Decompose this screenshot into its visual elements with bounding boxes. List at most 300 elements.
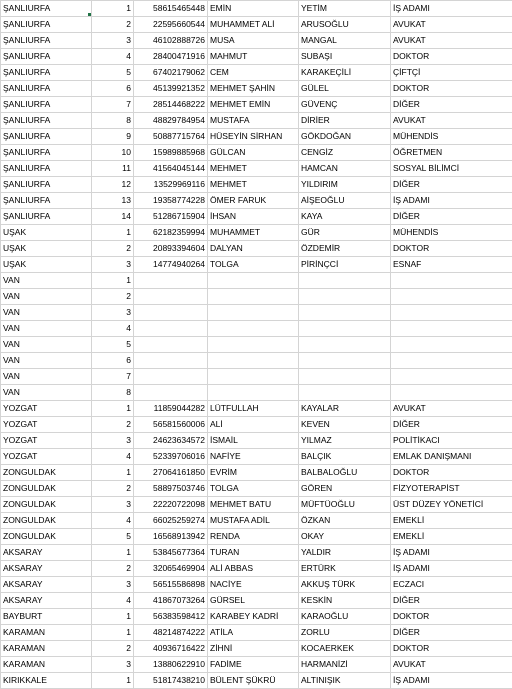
- occupation-cell[interactable]: AVUKAT: [391, 657, 512, 673]
- index-cell[interactable]: 1: [92, 273, 134, 289]
- first-name-cell[interactable]: MEHMET: [208, 177, 299, 193]
- city-cell[interactable]: YOZGAT: [1, 417, 92, 433]
- first-name-cell[interactable]: İSMAİL: [208, 433, 299, 449]
- index-cell[interactable]: 1: [92, 225, 134, 241]
- index-cell[interactable]: 2: [92, 561, 134, 577]
- id-number-cell[interactable]: 53845677364: [134, 545, 208, 561]
- id-number-cell[interactable]: [134, 305, 208, 321]
- table-row: [1, 17, 512, 33]
- occupation-cell[interactable]: [391, 289, 512, 305]
- occupation-cell[interactable]: DİĞER: [391, 593, 512, 609]
- surname-cell[interactable]: BALÇIK: [299, 449, 391, 465]
- occupation-cell[interactable]: DİĞER: [391, 417, 512, 433]
- id-number-cell[interactable]: 45139921352: [134, 81, 208, 97]
- index-cell[interactable]: 8: [92, 385, 134, 401]
- index-cell[interactable]: 3: [92, 33, 134, 49]
- first-name-cell[interactable]: [208, 289, 299, 305]
- id-number-cell[interactable]: 48829784954: [134, 113, 208, 129]
- city-cell[interactable]: VAN: [1, 369, 92, 385]
- index-cell[interactable]: 13: [92, 193, 134, 209]
- index-cell[interactable]: 3: [92, 433, 134, 449]
- table-row: [1, 625, 512, 641]
- city-cell[interactable]: ŞANLIURFA: [1, 177, 92, 193]
- city-cell[interactable]: ŞANLIURFA: [1, 81, 92, 97]
- id-number-cell[interactable]: [134, 289, 208, 305]
- surname-cell[interactable]: ERTÜRK: [299, 561, 391, 577]
- occupation-cell[interactable]: İŞ ADAMI: [391, 673, 512, 689]
- first-name-cell[interactable]: MUSA: [208, 33, 299, 49]
- table-row: [1, 129, 512, 145]
- id-number-cell[interactable]: 66025259274: [134, 513, 208, 529]
- city-cell[interactable]: AKSARAY: [1, 577, 92, 593]
- table-row: [1, 33, 512, 49]
- surname-cell[interactable]: [299, 369, 391, 385]
- first-name-cell[interactable]: İHSAN: [208, 209, 299, 225]
- occupation-cell[interactable]: İŞ ADAMI: [391, 561, 512, 577]
- index-cell[interactable]: 2: [92, 289, 134, 305]
- id-number-cell[interactable]: 51817438210: [134, 673, 208, 689]
- index-cell[interactable]: 2: [92, 417, 134, 433]
- table-row: [1, 609, 512, 625]
- city-cell[interactable]: VAN: [1, 289, 92, 305]
- index-cell[interactable]: 1: [92, 465, 134, 481]
- id-number-cell[interactable]: 56581560006: [134, 417, 208, 433]
- id-number-cell[interactable]: 67402179062: [134, 65, 208, 81]
- index-cell[interactable]: 4: [92, 49, 134, 65]
- id-number-cell[interactable]: 24623634572: [134, 433, 208, 449]
- index-cell[interactable]: 4: [92, 321, 134, 337]
- surname-cell[interactable]: CENGİZ: [299, 145, 391, 161]
- occupation-cell[interactable]: DOKTOR: [391, 49, 512, 65]
- occupation-cell[interactable]: EMEKLİ: [391, 513, 512, 529]
- occupation-cell[interactable]: FİZYOTERAPİST: [391, 481, 512, 497]
- occupation-cell[interactable]: DİĞER: [391, 177, 512, 193]
- id-number-cell[interactable]: 13529969116: [134, 177, 208, 193]
- city-cell[interactable]: ŞANLIURFA: [1, 129, 92, 145]
- id-number-cell[interactable]: [134, 273, 208, 289]
- table-row: [1, 577, 512, 593]
- index-cell[interactable]: 3: [92, 305, 134, 321]
- city-cell[interactable]: KIRIKKALE: [1, 673, 92, 689]
- surname-cell[interactable]: OKAY: [299, 529, 391, 545]
- occupation-cell[interactable]: DOKTOR: [391, 81, 512, 97]
- surname-cell[interactable]: HAMCAN: [299, 161, 391, 177]
- table-row: [1, 1, 512, 17]
- occupation-cell[interactable]: ÖĞRETMEN: [391, 145, 512, 161]
- city-cell[interactable]: ŞANLIURFA: [1, 17, 92, 33]
- city-cell[interactable]: YOZGAT: [1, 449, 92, 465]
- occupation-cell[interactable]: DİĞER: [391, 97, 512, 113]
- table-row: [1, 241, 512, 257]
- first-name-cell[interactable]: MEHMET ŞAHİN: [208, 81, 299, 97]
- surname-cell[interactable]: MÜFTÜOĞLU: [299, 497, 391, 513]
- first-name-cell[interactable]: LÜTFULLAH: [208, 401, 299, 417]
- table-row: [1, 481, 512, 497]
- index-cell[interactable]: 14: [92, 209, 134, 225]
- surname-cell[interactable]: ALTINIŞIK: [299, 673, 391, 689]
- id-number-cell[interactable]: 50887715764: [134, 129, 208, 145]
- occupation-cell[interactable]: [391, 369, 512, 385]
- surname-cell[interactable]: PİRİNÇCİ: [299, 257, 391, 273]
- index-cell[interactable]: 11: [92, 161, 134, 177]
- table-row: [1, 465, 512, 481]
- table-row: [1, 417, 512, 433]
- occupation-cell[interactable]: İŞ ADAMI: [391, 1, 512, 17]
- table-row: [1, 401, 512, 417]
- id-number-cell[interactable]: 32065469904: [134, 561, 208, 577]
- surname-cell[interactable]: DİRİER: [299, 113, 391, 129]
- id-number-cell[interactable]: [134, 337, 208, 353]
- table-row: [1, 673, 512, 689]
- table-row: [1, 593, 512, 609]
- occupation-cell[interactable]: [391, 353, 512, 369]
- first-name-cell[interactable]: ATİLA: [208, 625, 299, 641]
- index-cell[interactable]: 7: [92, 97, 134, 113]
- first-name-cell[interactable]: EMİN: [208, 1, 299, 17]
- table-row: [1, 337, 512, 353]
- city-cell[interactable]: VAN: [1, 337, 92, 353]
- city-cell[interactable]: ZONGULDAK: [1, 465, 92, 481]
- index-cell[interactable]: 1: [92, 609, 134, 625]
- index-cell[interactable]: 3: [92, 497, 134, 513]
- id-number-cell[interactable]: 40936716422: [134, 641, 208, 657]
- occupation-cell[interactable]: DİĞER: [391, 625, 512, 641]
- index-cell[interactable]: 1: [92, 625, 134, 641]
- city-cell[interactable]: ŞANLIURFA: [1, 65, 92, 81]
- city-cell[interactable]: KARAMAN: [1, 641, 92, 657]
- table-row: [1, 529, 512, 545]
- table-row: [1, 161, 512, 177]
- table-row: [1, 353, 512, 369]
- index-cell[interactable]: 1: [92, 1, 134, 17]
- occupation-cell[interactable]: İŞ ADAMI: [391, 193, 512, 209]
- occupation-cell[interactable]: SOSYAL BİLİMCİ: [391, 161, 512, 177]
- surname-cell[interactable]: GÜVENÇ: [299, 97, 391, 113]
- surname-cell[interactable]: [299, 337, 391, 353]
- table-row: [1, 113, 512, 129]
- first-name-cell[interactable]: HÜSEYİN SİRHAN: [208, 129, 299, 145]
- table-row: [1, 545, 512, 561]
- city-cell[interactable]: VAN: [1, 305, 92, 321]
- occupation-cell[interactable]: [391, 385, 512, 401]
- occupation-cell[interactable]: ECZACI: [391, 577, 512, 593]
- occupation-cell[interactable]: EMEKLİ: [391, 529, 512, 545]
- table-row: [1, 433, 512, 449]
- id-number-cell[interactable]: 22220722098: [134, 497, 208, 513]
- id-number-cell[interactable]: 27064161850: [134, 465, 208, 481]
- first-name-cell[interactable]: NACİYE: [208, 577, 299, 593]
- id-number-cell[interactable]: 41867073264: [134, 593, 208, 609]
- first-name-cell[interactable]: MUSTAFA ADİL: [208, 513, 299, 529]
- id-number-cell[interactable]: 51286715904: [134, 209, 208, 225]
- id-number-cell[interactable]: 20893394604: [134, 241, 208, 257]
- surname-cell[interactable]: MANGAL: [299, 33, 391, 49]
- city-cell[interactable]: VAN: [1, 353, 92, 369]
- table-row: [1, 97, 512, 113]
- occupation-cell[interactable]: [391, 273, 512, 289]
- city-cell[interactable]: VAN: [1, 273, 92, 289]
- occupation-cell[interactable]: AVUKAT: [391, 401, 512, 417]
- id-number-cell[interactable]: 56383598412: [134, 609, 208, 625]
- first-name-cell[interactable]: MUSTAFA: [208, 113, 299, 129]
- table-row: [1, 177, 512, 193]
- first-name-cell[interactable]: [208, 321, 299, 337]
- occupation-cell[interactable]: DOKTOR: [391, 241, 512, 257]
- id-number-cell[interactable]: 58615465448: [134, 1, 208, 17]
- index-cell[interactable]: 3: [92, 257, 134, 273]
- first-name-cell[interactable]: TOLGA: [208, 257, 299, 273]
- first-name-cell[interactable]: GÜLCAN: [208, 145, 299, 161]
- id-number-cell[interactable]: 16568913942: [134, 529, 208, 545]
- table-row: [1, 305, 512, 321]
- table-row: [1, 81, 512, 97]
- table-row: [1, 145, 512, 161]
- surname-cell[interactable]: GÜR: [299, 225, 391, 241]
- occupation-cell[interactable]: [391, 305, 512, 321]
- id-number-cell[interactable]: 62182359994: [134, 225, 208, 241]
- city-cell[interactable]: UŞAK: [1, 241, 92, 257]
- index-cell[interactable]: 5: [92, 529, 134, 545]
- id-number-cell[interactable]: 52339706016: [134, 449, 208, 465]
- city-cell[interactable]: YOZGAT: [1, 401, 92, 417]
- first-name-cell[interactable]: RENDA: [208, 529, 299, 545]
- table-row: [1, 657, 512, 673]
- occupation-cell[interactable]: MÜHENDİS: [391, 225, 512, 241]
- city-cell[interactable]: ZONGULDAK: [1, 497, 92, 513]
- surname-cell[interactable]: ZORLU: [299, 625, 391, 641]
- city-cell[interactable]: ŞANLIURFA: [1, 161, 92, 177]
- city-cell[interactable]: UŞAK: [1, 225, 92, 241]
- table-row: [1, 65, 512, 81]
- city-cell[interactable]: ŞANLIURFA: [1, 49, 92, 65]
- surname-cell[interactable]: KEVEN: [299, 417, 391, 433]
- city-cell[interactable]: ŞANLIURFA: [1, 193, 92, 209]
- first-name-cell[interactable]: MEHMET BATU: [208, 497, 299, 513]
- first-name-cell[interactable]: ZİHNİ: [208, 641, 299, 657]
- occupation-cell[interactable]: MÜHENDİS: [391, 129, 512, 145]
- surname-cell[interactable]: HARMANİZİ: [299, 657, 391, 673]
- table-row: [1, 513, 512, 529]
- occupation-cell[interactable]: AVUKAT: [391, 17, 512, 33]
- surname-cell[interactable]: [299, 353, 391, 369]
- id-number-cell[interactable]: [134, 385, 208, 401]
- city-cell[interactable]: UŞAK: [1, 257, 92, 273]
- surname-cell[interactable]: GÖREN: [299, 481, 391, 497]
- occupation-cell[interactable]: DOKTOR: [391, 465, 512, 481]
- id-number-cell[interactable]: 14774940264: [134, 257, 208, 273]
- occupation-cell[interactable]: [391, 321, 512, 337]
- first-name-cell[interactable]: NAFİYE: [208, 449, 299, 465]
- occupation-cell[interactable]: DOKTOR: [391, 609, 512, 625]
- index-cell[interactable]: 1: [92, 401, 134, 417]
- index-cell[interactable]: 8: [92, 113, 134, 129]
- index-cell[interactable]: 3: [92, 657, 134, 673]
- surname-cell[interactable]: GÖKDOĞAN: [299, 129, 391, 145]
- surname-cell[interactable]: KESKİN: [299, 593, 391, 609]
- city-cell[interactable]: ZONGULDAK: [1, 529, 92, 545]
- city-cell[interactable]: ŞANLIURFA: [1, 1, 92, 17]
- index-cell[interactable]: 10: [92, 145, 134, 161]
- id-number-cell[interactable]: 15989885968: [134, 145, 208, 161]
- surname-cell[interactable]: AİŞEOĞLU: [299, 193, 391, 209]
- occupation-cell[interactable]: AVUKAT: [391, 33, 512, 49]
- first-name-cell[interactable]: TURAN: [208, 545, 299, 561]
- surname-cell[interactable]: AKKUŞ TÜRK: [299, 577, 391, 593]
- table-row: [1, 49, 512, 65]
- id-number-cell[interactable]: [134, 353, 208, 369]
- first-name-cell[interactable]: [208, 353, 299, 369]
- index-cell[interactable]: 2: [92, 17, 134, 33]
- index-cell[interactable]: 6: [92, 353, 134, 369]
- fill-handle[interactable]: [87, 12, 92, 17]
- city-cell[interactable]: YOZGAT: [1, 433, 92, 449]
- occupation-cell[interactable]: DOKTOR: [391, 641, 512, 657]
- surname-cell[interactable]: [299, 305, 391, 321]
- occupation-cell[interactable]: ESNAF: [391, 257, 512, 273]
- surname-cell[interactable]: [299, 321, 391, 337]
- occupation-cell[interactable]: ÜST DÜZEY YÖNETİCİ: [391, 497, 512, 513]
- index-cell[interactable]: 4: [92, 449, 134, 465]
- first-name-cell[interactable]: ÖMER FARUK: [208, 193, 299, 209]
- city-cell[interactable]: ŞANLIURFA: [1, 209, 92, 225]
- first-name-cell[interactable]: ALİ ABBAS: [208, 561, 299, 577]
- index-cell[interactable]: 1: [92, 545, 134, 561]
- surname-cell[interactable]: YETİM: [299, 1, 391, 17]
- surname-cell[interactable]: YALDIR: [299, 545, 391, 561]
- occupation-cell[interactable]: POLİTİKACI: [391, 433, 512, 449]
- city-cell[interactable]: VAN: [1, 385, 92, 401]
- first-name-cell[interactable]: DALYAN: [208, 241, 299, 257]
- surname-cell[interactable]: [299, 273, 391, 289]
- id-number-cell[interactable]: 48214874222: [134, 625, 208, 641]
- index-cell[interactable]: 1: [92, 673, 134, 689]
- index-cell[interactable]: 2: [92, 641, 134, 657]
- occupation-cell[interactable]: EMLAK DANIŞMANI: [391, 449, 512, 465]
- id-number-cell[interactable]: [134, 321, 208, 337]
- first-name-cell[interactable]: [208, 369, 299, 385]
- city-cell[interactable]: ŞANLIURFA: [1, 145, 92, 161]
- index-cell[interactable]: 4: [92, 593, 134, 609]
- surname-cell[interactable]: ÖZKAN: [299, 513, 391, 529]
- city-cell[interactable]: AKSARAY: [1, 545, 92, 561]
- table-row: [1, 289, 512, 305]
- surname-cell[interactable]: KARAKEÇİLİ: [299, 65, 391, 81]
- table-row: [1, 369, 512, 385]
- surname-cell[interactable]: [299, 289, 391, 305]
- occupation-cell[interactable]: ÇİFTÇİ: [391, 65, 512, 81]
- table-row: [1, 497, 512, 513]
- id-number-cell[interactable]: 19358774228: [134, 193, 208, 209]
- surname-cell[interactable]: SUBAŞI: [299, 49, 391, 65]
- table-row: [1, 561, 512, 577]
- table-row: [1, 641, 512, 657]
- city-cell[interactable]: KARAMAN: [1, 657, 92, 673]
- surname-cell[interactable]: KARAOĞLU: [299, 609, 391, 625]
- index-cell[interactable]: 3: [92, 577, 134, 593]
- id-number-cell[interactable]: 22595660544: [134, 17, 208, 33]
- city-cell[interactable]: AKSARAY: [1, 593, 92, 609]
- index-cell[interactable]: 4: [92, 513, 134, 529]
- index-cell[interactable]: 5: [92, 65, 134, 81]
- city-cell[interactable]: BAYBURT: [1, 609, 92, 625]
- table-row: [1, 273, 512, 289]
- id-number-cell[interactable]: 28400471916: [134, 49, 208, 65]
- surname-cell[interactable]: YILDIRIM: [299, 177, 391, 193]
- id-number-cell[interactable]: 58897503746: [134, 481, 208, 497]
- id-number-cell[interactable]: 46102888726: [134, 33, 208, 49]
- table-row: [1, 225, 512, 241]
- occupation-cell[interactable]: [391, 337, 512, 353]
- id-number-cell[interactable]: 41564045144: [134, 161, 208, 177]
- first-name-cell[interactable]: ALİ: [208, 417, 299, 433]
- occupation-cell[interactable]: DİĞER: [391, 209, 512, 225]
- surname-cell[interactable]: YILMAZ: [299, 433, 391, 449]
- table-row: [1, 193, 512, 209]
- index-cell[interactable]: 9: [92, 129, 134, 145]
- first-name-cell[interactable]: [208, 337, 299, 353]
- first-name-cell[interactable]: BÜLENT ŞÜKRÜ: [208, 673, 299, 689]
- first-name-cell[interactable]: MUHAMMET ALİ: [208, 17, 299, 33]
- first-name-cell[interactable]: [208, 305, 299, 321]
- first-name-cell[interactable]: MUHAMMET: [208, 225, 299, 241]
- first-name-cell[interactable]: CEM: [208, 65, 299, 81]
- first-name-cell[interactable]: TOLGA: [208, 481, 299, 497]
- id-number-cell[interactable]: [134, 369, 208, 385]
- surname-cell[interactable]: ÖZDEMİR: [299, 241, 391, 257]
- spreadsheet-body: [1, 1, 512, 689]
- index-cell[interactable]: 2: [92, 241, 134, 257]
- city-cell[interactable]: AKSARAY: [1, 561, 92, 577]
- city-cell[interactable]: ZONGULDAK: [1, 513, 92, 529]
- id-number-cell[interactable]: 11859044282: [134, 401, 208, 417]
- city-cell[interactable]: ŞANLIURFA: [1, 97, 92, 113]
- surname-cell[interactable]: ARUSOĞLU: [299, 17, 391, 33]
- index-cell[interactable]: 5: [92, 337, 134, 353]
- first-name-cell[interactable]: MEHMET EMİN: [208, 97, 299, 113]
- surname-cell[interactable]: BALBALOĞLU: [299, 465, 391, 481]
- first-name-cell[interactable]: EVRİM: [208, 465, 299, 481]
- id-number-cell[interactable]: 28514468222: [134, 97, 208, 113]
- occupation-cell[interactable]: AVUKAT: [391, 113, 512, 129]
- city-cell[interactable]: KARAMAN: [1, 625, 92, 641]
- first-name-cell[interactable]: GÜRSEL: [208, 593, 299, 609]
- first-name-cell[interactable]: FADİME: [208, 657, 299, 673]
- table-row: [1, 257, 512, 273]
- city-cell[interactable]: ZONGULDAK: [1, 481, 92, 497]
- city-cell[interactable]: ŞANLIURFA: [1, 33, 92, 49]
- city-cell[interactable]: VAN: [1, 321, 92, 337]
- surname-cell[interactable]: KAYA: [299, 209, 391, 225]
- first-name-cell[interactable]: [208, 385, 299, 401]
- table-row: [1, 321, 512, 337]
- first-name-cell[interactable]: KARABEY KADRİ: [208, 609, 299, 625]
- surname-cell[interactable]: GÜLEL: [299, 81, 391, 97]
- city-cell[interactable]: ŞANLIURFA: [1, 113, 92, 129]
- index-cell[interactable]: 2: [92, 481, 134, 497]
- surname-cell[interactable]: KOCAERKEK: [299, 641, 391, 657]
- id-number-cell[interactable]: 13880622910: [134, 657, 208, 673]
- id-number-cell[interactable]: 56515586898: [134, 577, 208, 593]
- first-name-cell[interactable]: MEHMET: [208, 161, 299, 177]
- index-cell[interactable]: 7: [92, 369, 134, 385]
- surname-cell[interactable]: KAYALAR: [299, 401, 391, 417]
- first-name-cell[interactable]: [208, 273, 299, 289]
- index-cell[interactable]: 12: [92, 177, 134, 193]
- index-cell[interactable]: 6: [92, 81, 134, 97]
- surname-cell[interactable]: [299, 385, 391, 401]
- occupation-cell[interactable]: İŞ ADAMI: [391, 545, 512, 561]
- first-name-cell[interactable]: MAHMUT: [208, 49, 299, 65]
